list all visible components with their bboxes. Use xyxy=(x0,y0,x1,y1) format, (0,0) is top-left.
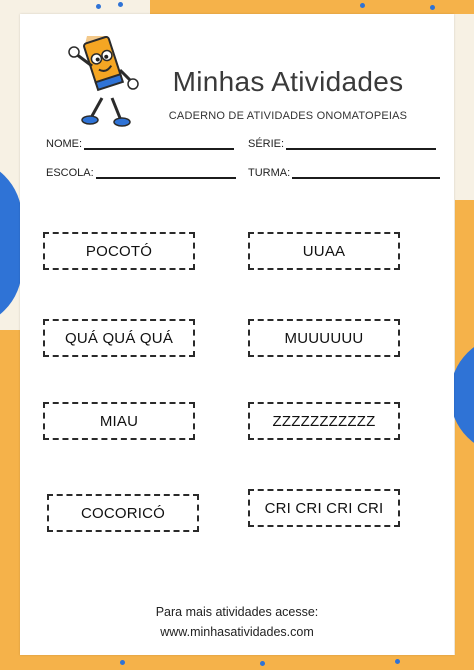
background-stripe-top xyxy=(150,0,474,14)
serie-field xyxy=(248,137,436,150)
turma-field xyxy=(248,166,440,179)
nome-label: NOME: xyxy=(46,138,83,150)
footer-website-link[interactable]: www.minhasatividades.com xyxy=(160,625,314,639)
footer-text: Para mais atividades acesse: xyxy=(155,605,319,619)
escola-field xyxy=(46,166,236,179)
background-blob-left xyxy=(0,158,22,328)
escola-label: ESCOLA: xyxy=(46,167,94,179)
background-stripe-bottom xyxy=(0,655,474,670)
word-card: POCOTÓ xyxy=(43,232,195,270)
decor-dot xyxy=(260,661,265,666)
page-title: Minhas Atividades xyxy=(172,66,404,97)
word-card: ZZZZZZZZZZZ xyxy=(248,402,400,440)
word-card: UUAA xyxy=(248,232,400,270)
decor-dot xyxy=(430,5,435,10)
decor-dot xyxy=(360,3,365,8)
nome-field xyxy=(46,137,234,150)
word-card: MUUUUUU xyxy=(248,319,400,357)
decor-dot xyxy=(118,2,123,7)
worksheet-page xyxy=(20,14,454,655)
nome-input-line[interactable] xyxy=(84,137,234,150)
decor-dot xyxy=(96,4,101,9)
escola-input-line[interactable] xyxy=(96,166,236,179)
decor-dot xyxy=(120,660,125,665)
word-card: QUÁ QUÁ QUÁ xyxy=(43,319,195,357)
page-subtitle: CADERNO DE ATIVIDADES ONOMATOPEIAS xyxy=(168,110,408,122)
decor-dot xyxy=(395,659,400,664)
word-card: CRI CRI CRI CRI xyxy=(248,489,400,527)
turma-label: TURMA: xyxy=(248,167,291,179)
background-stripe-left xyxy=(0,330,20,670)
word-card: COCORICÓ xyxy=(47,494,199,532)
serie-input-line[interactable] xyxy=(286,137,436,150)
serie-label: SÉRIE: xyxy=(248,138,285,150)
turma-input-line[interactable] xyxy=(292,166,440,179)
pencil-mascot-icon xyxy=(62,36,142,134)
word-card: MIAU xyxy=(43,402,195,440)
